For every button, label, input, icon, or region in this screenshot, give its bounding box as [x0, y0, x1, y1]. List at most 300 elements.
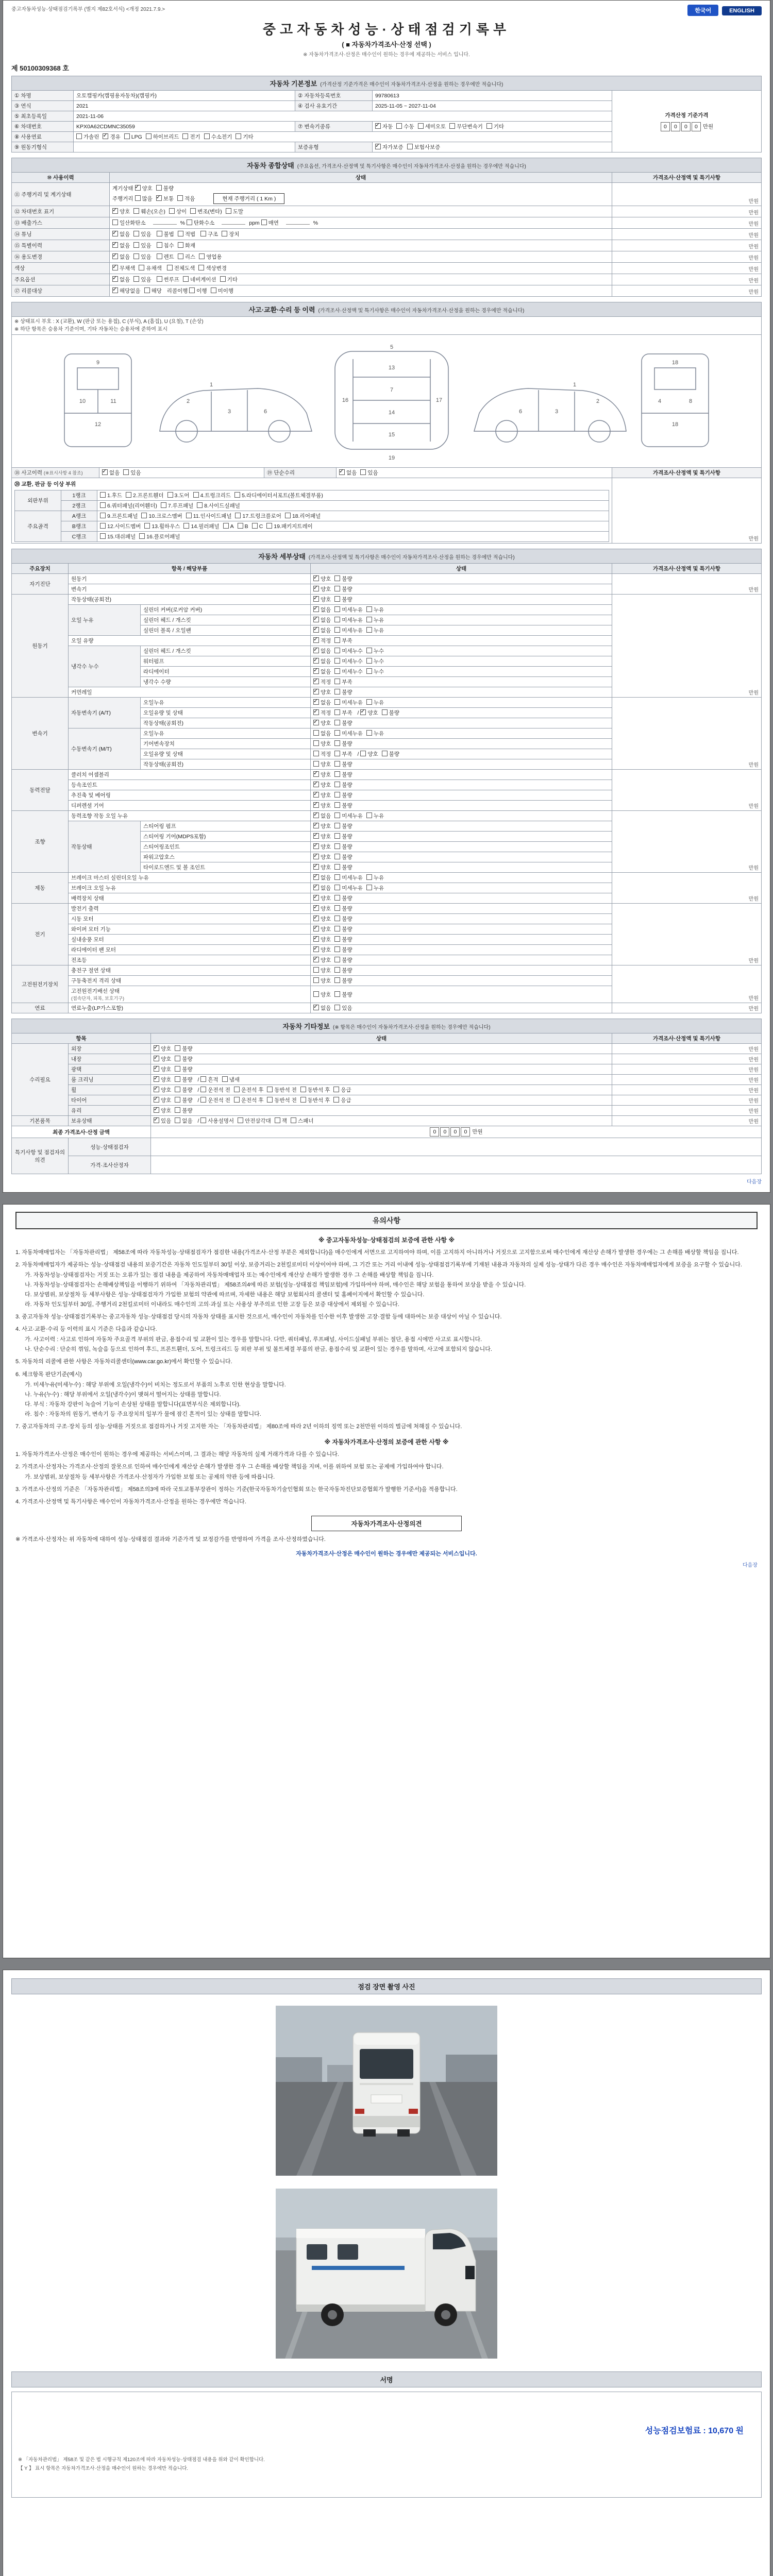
checkbox-icon — [186, 513, 192, 518]
checkbox-icon — [313, 658, 319, 664]
checkbox-icon — [334, 854, 340, 859]
option: ✓ 양호 — [313, 803, 331, 809]
item-state — [311, 636, 612, 646]
comp-row — [12, 183, 762, 206]
item-label: 실린더 커버(로커암 커버) — [141, 605, 311, 615]
checkbox-icon — [313, 991, 319, 997]
option: 운전석 전 — [200, 1097, 230, 1104]
option: 냄새 — [222, 1077, 240, 1083]
option: 영업용 — [199, 254, 222, 260]
option: 적정 — [313, 751, 331, 757]
device-label: 고전원전기장치 — [12, 965, 69, 1003]
first-reg-value: 2021-11-06 — [74, 111, 612, 122]
option: 불량 — [334, 597, 352, 603]
checkbox-icon — [334, 658, 340, 664]
checkbox-icon — [154, 1117, 159, 1123]
etc-item-price: 만원 — [612, 1106, 762, 1116]
checkbox-icon — [236, 133, 241, 139]
detail-body — [12, 574, 762, 1013]
option: ✓ 양호 — [360, 710, 378, 716]
notes-s: 나. 자동차성능·상태점검자는 손해배상책임을 이행하기 위하여 「자동차관리법」 제58조의4에 따른 보험(성능·상태점검 책임보험)에 가입하여야 하며, 매수인은 해당 보험을 통하여 보상을 받을 수 있습니다. — [25, 1282, 526, 1289]
rank-row — [15, 532, 609, 542]
detail-row — [12, 904, 762, 914]
comprehensive-table — [11, 158, 762, 297]
lang-english-button[interactable]: ENGLISH — [722, 6, 762, 15]
device-label: 전기 — [12, 904, 69, 965]
item-label: 등속조인트 — [69, 780, 311, 790]
checkbox-icon — [146, 133, 152, 139]
svg-text:1: 1 — [209, 382, 213, 388]
item-state — [311, 574, 612, 584]
option: ✓ 양호 — [313, 916, 331, 922]
checkbox-icon — [313, 823, 319, 828]
detail-row — [12, 698, 762, 708]
comprehensive-title-note: (주요옵션, 가격조사·산정액 및 특기사항은 매수인이 자동차가격조사·산정을 원하는 경우에만 적습니다) — [297, 164, 526, 170]
item-state — [311, 945, 612, 955]
checkbox-icon — [154, 1076, 159, 1082]
etc-item-price: 만원 — [612, 1116, 762, 1126]
option: 미세누유 — [334, 617, 363, 623]
comp-row-label: ⑯ 용도변경 — [12, 251, 110, 263]
item-label: 워터펌프 — [141, 656, 311, 667]
option: ✓ 양호 — [135, 185, 153, 192]
checkbox-icon — [334, 823, 340, 828]
final-price-row — [12, 1126, 762, 1138]
option: ✓ 없음 — [112, 243, 130, 249]
item-state — [311, 667, 612, 677]
notes-card — [3, 1204, 770, 1958]
option: 구조 — [200, 231, 218, 238]
option: ✓ 양호 — [313, 720, 331, 726]
col-etc-price: 가격조사·산정액 및 특기사항 — [612, 1033, 762, 1044]
checkbox-icon — [135, 185, 141, 191]
option: 불량 — [334, 576, 352, 582]
valid-label: ④ 검사 유효기간 — [295, 101, 373, 111]
option: 많음 — [135, 196, 153, 202]
notes-s: 가. 미세누유(미세누수) : 해당 부위에 오일(냉각수)이 비치는 정도로서 부품의 노후로 인한 현상을 말합니다. — [25, 1381, 286, 1388]
item-label: 연료누출(LP가스포함) — [69, 1003, 311, 1013]
next-page-link-2[interactable]: 다음장 — [743, 1563, 758, 1569]
item-label: 오일유량 및 상태 — [141, 708, 311, 718]
notes-s: 라. 침수 : 자동차의 원동기, 변속기 등 주요장치의 일부가 물에 잠긴 흔적이 있는 상태를 말합니다. — [25, 1411, 261, 1417]
option: ✓ 양호 — [154, 1108, 171, 1114]
svg-text:3: 3 — [554, 409, 559, 415]
option: 불법 — [157, 231, 174, 238]
item-state — [311, 904, 612, 914]
rank-parts — [97, 511, 609, 521]
blank-field — [286, 219, 310, 225]
checkbox-icon — [360, 709, 366, 715]
valid-value: 2025-11-05 ~ 2027-11-04 — [373, 101, 612, 111]
option: 잭 — [275, 1118, 287, 1124]
page-title: 중고자동차성능·상태점검기록부 — [262, 22, 511, 37]
comp-row-label: 색상 — [12, 263, 110, 274]
item-state: ✓ 적정 부족 / ✓ 양호 불량 — [311, 708, 612, 718]
price-base-label: 가격산정 기준가격 — [665, 112, 709, 118]
item-category: 오일 누유 — [69, 605, 141, 636]
etc-item-state: ✓ 있음 없음 / 사용설명서 안전삼각대 잭 스패너 — [151, 1116, 612, 1126]
checkbox-icon — [375, 144, 381, 149]
checkbox-icon — [175, 1107, 180, 1113]
option: 리스 — [178, 254, 195, 260]
svg-text:7: 7 — [390, 387, 394, 393]
accident-history-options — [99, 468, 264, 478]
checkbox-icon — [200, 1097, 206, 1103]
option: 11.인사이드패널 — [186, 513, 232, 519]
language-badges — [685, 5, 762, 16]
checkbox-icon — [366, 730, 372, 736]
rank-row — [15, 490, 609, 501]
checkbox-icon — [133, 276, 139, 282]
comp-row-price: 만원 — [612, 274, 761, 285]
checkbox-icon — [382, 709, 388, 715]
etc-row — [12, 1095, 762, 1106]
option: 적음 — [177, 196, 195, 202]
notes-s: 나. 단순수리 : 단순히 꺾임, 녹슬음 등으로 인하여 후드, 프론트휀더, 도어, 트렁크리드 등 외판 부위 및 볼트체결 부품의 판금, 용접수리 및 교환이 있는 경우를 말하며, 사고에 포함되지 않습니다. — [25, 1346, 492, 1353]
detail-row — [12, 770, 762, 780]
device-label: 원동기 — [12, 595, 69, 698]
etc-item-label: 룸 크리닝 — [69, 1075, 151, 1085]
accident-legend-cell — [12, 317, 762, 335]
comp-row-price: 만원 — [612, 206, 761, 217]
option: 썬루프 — [157, 277, 179, 283]
option: 불량 — [334, 834, 352, 840]
device-price: 만원 — [612, 904, 761, 965]
rank-label: B랭크 — [61, 521, 97, 532]
comp-row-state — [110, 263, 612, 274]
first-reg-label: ⑤ 최초등록일 — [12, 111, 74, 122]
checkbox-icon — [366, 668, 372, 674]
device-label: 제동 — [12, 873, 69, 904]
option: 12.사이드멤버 — [100, 523, 141, 530]
checkbox-icon — [313, 782, 319, 787]
option: 기타 — [486, 124, 504, 130]
notes-p: 6. 체크항목 판단기준(예시) — [15, 1371, 82, 1378]
checkbox-icon — [76, 133, 82, 139]
item-state — [311, 955, 612, 965]
checkbox-icon — [334, 792, 340, 798]
comp-row-label: ⑰ 리콜대상 — [12, 285, 110, 297]
comp-row — [12, 274, 762, 285]
option: 양호 — [360, 751, 378, 757]
accident-price-cell: 만원 — [612, 478, 761, 544]
checkbox-icon — [313, 802, 319, 808]
option: 미세누유 — [334, 731, 363, 737]
svg-text:5: 5 — [390, 344, 394, 350]
device-price: 만원 — [612, 595, 761, 698]
checkbox-icon — [300, 1097, 306, 1103]
svg-text:3: 3 — [227, 409, 231, 415]
item-label: 구동축전지 격리 상태 — [69, 976, 311, 986]
checkbox-icon — [157, 242, 162, 248]
etc-item-state — [151, 1106, 612, 1116]
transmission-label: ⑦ 변속기종류 — [295, 122, 373, 132]
item-label: 파워고압호스 — [141, 852, 311, 862]
option: 도말 — [226, 209, 243, 215]
checkbox-icon — [334, 709, 340, 715]
detail-row — [12, 574, 762, 584]
notes-p: 7. 중고자동차의 구조·장치 등의 성능·상태를 거짓으로 점검하거나 거짓 고지한 자는 「자동차관리법」 제80조에 따라 2년 이하의 징역 또는 2천만원 이하의 벌금에 처해질 수 있습니다. — [15, 1423, 462, 1430]
option: 누유 — [366, 731, 384, 737]
checkbox-icon — [334, 991, 340, 997]
signature-note-1: ※ 「자동차관리법」 제58조 및 같은 법 시행규칙 제120조에 따라 자동차성능·상태점검 내용을 위와 같이 확인합니다. — [18, 2457, 265, 2463]
checkbox-icon — [275, 1117, 280, 1123]
option: 부족 — [334, 638, 352, 644]
notes-p: 3. 가격조사·산정의 기준은 「자동차관리법」 제58조의3에 따라 국토교통부장관이 정하는 기준(한국자동차기술인협회 또는 한국자동차진단보증협회가 발행한 기준서)을 적용합니다. — [15, 1486, 458, 1493]
comp-row-state: ✓ 해당없음 해당 리콜이행 이행 미이행 — [110, 285, 612, 297]
option: 불량 — [334, 772, 352, 778]
comp-row-state — [110, 274, 612, 285]
item-label: 충전구 절연 상태 — [69, 965, 311, 976]
option: ✓ 양호 — [154, 1056, 171, 1062]
checkbox-icon — [334, 885, 340, 890]
etc-item-price: 만원 — [612, 1044, 762, 1054]
checkbox-icon — [154, 1066, 159, 1072]
option: 동반석 후 — [300, 1097, 330, 1104]
detail-table — [11, 549, 762, 1013]
checkbox-icon — [266, 523, 272, 529]
checkbox-icon — [234, 1087, 240, 1092]
checkbox-icon — [334, 926, 340, 931]
svg-text:18: 18 — [671, 360, 679, 366]
option: ✓ 양호 — [313, 895, 331, 902]
comp-row-price: 만원 — [612, 263, 761, 274]
opinion-who-1: 성능·상태점검자 — [69, 1138, 151, 1156]
checkbox-icon — [197, 502, 203, 508]
checkbox-icon — [313, 575, 319, 581]
checkbox-icon — [313, 606, 319, 612]
checkbox-icon — [366, 812, 372, 818]
comp-row-state — [110, 251, 612, 263]
option: 미세누유 — [334, 813, 363, 819]
checkbox-icon — [313, 771, 319, 777]
detail-row — [12, 595, 762, 605]
lang-korean-button[interactable]: 한국어 — [687, 5, 718, 16]
etc-item-label: 내장 — [69, 1054, 151, 1064]
signature-box — [11, 2392, 762, 2498]
notes-hl: 자동차가격조사·산정은 매수인이 원하는 경우에만 제공되는 서비스입니다. — [296, 1551, 477, 1557]
checkbox-icon — [334, 864, 340, 870]
checkbox-icon — [334, 575, 340, 581]
checkbox-icon — [313, 627, 319, 633]
checkbox-icon — [334, 895, 340, 901]
comp-row — [12, 206, 762, 217]
comp-row-price: 만원 — [612, 285, 761, 297]
option: 불량 — [334, 803, 352, 809]
checkbox-icon — [313, 967, 319, 973]
checkbox-icon — [222, 231, 227, 236]
option: 불량 — [334, 957, 352, 963]
checkbox-icon — [235, 513, 241, 518]
option: ✓ 없음 — [112, 277, 130, 283]
next-page-link[interactable]: 다음장 — [747, 1179, 762, 1185]
notes-p: 5. 자동차의 리콜에 관한 사항은 자동차리콜센터(www.car.go.kr)에서 확인할 수 있습니다. — [15, 1359, 232, 1365]
checkbox-icon — [339, 469, 345, 475]
option: 보험사보증 — [407, 144, 441, 150]
checkbox-icon — [133, 231, 139, 236]
checkbox-icon — [112, 208, 118, 214]
svg-text:12: 12 — [94, 421, 102, 428]
option: 세미오토 — [418, 124, 446, 130]
checkbox-icon — [154, 1056, 159, 1061]
option: 있음 — [133, 243, 151, 249]
col-device: 주요장치 — [12, 564, 69, 574]
option: 상이 — [169, 209, 187, 215]
svg-text:2: 2 — [186, 398, 190, 404]
etc-item-state: ✓ 양호 불량 / 운전석 전 운전석 후 동반석 전 동반석 후 응급 — [151, 1085, 612, 1095]
svg-text:16: 16 — [342, 397, 349, 403]
option: 10.크로스멤버 — [141, 513, 182, 519]
etc-row — [12, 1044, 762, 1054]
option: 흔적 — [200, 1077, 218, 1083]
item-state — [311, 965, 612, 976]
option: ✓ 양호 — [313, 854, 331, 860]
checkbox-icon — [313, 751, 319, 756]
option: 불량 — [334, 854, 352, 860]
option: ✓ 양호 — [313, 782, 331, 788]
item-label: 라디에이터 — [141, 667, 311, 677]
checkbox-icon — [313, 885, 319, 890]
checkbox-icon — [334, 596, 340, 602]
detail-title-text: 자동차 세부상태 — [258, 553, 306, 561]
item-state — [311, 698, 612, 708]
svg-text:4: 4 — [658, 398, 662, 404]
item-state — [311, 790, 612, 801]
checkbox-icon — [334, 627, 340, 633]
vehicle-damage-diagram — [57, 336, 716, 465]
comp-row — [12, 217, 762, 229]
option: ✓ 양호 — [313, 792, 331, 799]
etc-item-label: 유리 — [69, 1106, 151, 1116]
item-label: 타이로드엔드 및 볼 조인트 — [141, 862, 311, 873]
checkbox-icon — [313, 957, 319, 962]
checkbox-icon — [334, 936, 340, 942]
etc-item-label: 광택 — [69, 1064, 151, 1075]
option: ✓ 적정 — [313, 710, 331, 716]
item-state — [311, 677, 612, 687]
checkbox-icon — [313, 833, 319, 839]
option: 불량 — [175, 1066, 192, 1073]
checkbox-icon — [366, 648, 372, 653]
comprehensive-section-title — [12, 158, 762, 173]
checkbox-icon — [313, 679, 319, 684]
option: ✓ 양호 — [313, 576, 331, 582]
item-state — [311, 728, 612, 739]
checkbox-icon — [334, 679, 340, 684]
checkbox-icon — [222, 1076, 228, 1082]
price-base-value: 0 0 0 0 만원 — [615, 122, 759, 131]
option: 동반석 전 — [267, 1087, 297, 1093]
option: 불량 — [175, 1097, 192, 1104]
option: 불량 — [334, 720, 352, 726]
checkbox-icon — [285, 513, 291, 518]
option: 색상변경 — [198, 265, 227, 272]
checkbox-icon — [126, 492, 131, 498]
option: 4.트렁크리드 — [193, 493, 231, 499]
item-label: 오일 유량 — [69, 636, 311, 646]
item-label: 냉각수 수량 — [141, 677, 311, 687]
damage-diagram-cell — [12, 335, 762, 468]
notes-title: 유의사항 — [15, 1212, 758, 1229]
etc-item-state — [151, 1054, 612, 1064]
year-label: ③ 연식 — [12, 101, 74, 111]
engine-type-value — [74, 142, 295, 152]
option: 불량 — [334, 586, 352, 592]
checkbox-icon — [300, 1087, 306, 1092]
option: 미세누유 — [334, 700, 363, 706]
checkbox-icon — [360, 469, 366, 475]
item-label: 실린더 블록 / 오일팬 — [141, 625, 311, 636]
simple-repair-options — [337, 468, 612, 478]
item-state — [311, 924, 612, 935]
option: ✓ 양호 — [313, 834, 331, 840]
checkbox-icon — [133, 253, 139, 259]
checkbox-icon — [177, 195, 183, 201]
checkbox-icon — [334, 668, 340, 674]
item-label: 스티어링 펌프 — [141, 821, 311, 832]
checkbox-icon — [112, 219, 118, 225]
option: 불량 — [382, 710, 399, 716]
item-state — [311, 770, 612, 780]
comp-row-state — [110, 206, 612, 217]
signature-section-title: 서명 — [11, 2371, 762, 2387]
item-label: 전조등 — [69, 955, 311, 965]
checkbox-icon — [100, 523, 106, 529]
option: 미세누수 — [334, 658, 363, 665]
checkbox-icon — [334, 689, 340, 694]
checkbox-icon — [382, 751, 388, 756]
base-note-legend: ※ 하단 항목은 승용차 기준이며, 기타 자동차는 승용차에 준하여 표시 — [14, 327, 167, 332]
option: 동반석 전 — [267, 1097, 297, 1104]
notes-s: 나. 누유(누수) : 해당 부위에서 오일(냉각수)이 맺혀서 떨어지는 상태를 말합니다. — [25, 1391, 221, 1398]
option: ✓ 해당없음 — [112, 288, 141, 294]
page-subtitle-note: ※ 자동차가격조사·산정은 매수인이 원하는 경우에 제공하는 서비스 입니다. — [303, 52, 470, 58]
checkbox-icon — [313, 792, 319, 798]
checkbox-icon — [112, 253, 118, 259]
digit-box: 0 — [692, 122, 701, 131]
svg-text:19: 19 — [388, 455, 395, 461]
checkbox-icon — [366, 699, 372, 705]
etc-item-label: 보유상태 — [69, 1116, 151, 1126]
checkbox-icon — [313, 977, 319, 983]
notes-box: 자동차가격조사·산정의견 — [311, 1516, 462, 1531]
notes-p: 2. 가격조사·산정자는 가격조사·산정의 잘못으로 인하여 매수인에게 재산상 손해가 발생한 경우 그 손해를 배상할 책임을 지며, 이를 위하여 보험 또는 공제에 가입하여야 합니다. — [15, 1463, 444, 1470]
etc-row — [12, 1085, 762, 1095]
option: 전체도색 — [167, 265, 195, 272]
item-category: 자동변속기 (A/T) — [69, 698, 141, 728]
notes-p: 2. 자동차매매업자가 제공하는 성능·상태점검 내용의 보증기간은 자동차 인도일부터 30일 이상, 보증거리는 2천킬로미터 이상이어야 하며, 그 기간 또는 거리 이내에 성능·상태점검기록부에 기재된 내용과 자동차의 실제 성능·상태가 다른 경우 매수인은 자동차매매업자에게 보증을 요구할 수 있습니다. — [15, 1262, 742, 1268]
checkbox-icon — [139, 265, 144, 270]
option: 6.쿼터패널(리어휀더) — [100, 503, 157, 509]
checkbox-icon — [189, 287, 195, 293]
device-price: 만원 — [612, 965, 761, 1003]
fuel-options — [74, 132, 612, 142]
basic-title-note: (가격산정 기준가격은 매수인이 자동차가격조사·산정을 원하는 경우에만 적습니다) — [320, 82, 503, 88]
option: 장치 — [222, 231, 239, 238]
checkbox-icon — [366, 617, 372, 622]
checkbox-icon — [124, 133, 130, 139]
item-label: 커먼레일 — [69, 687, 311, 698]
top-header — [11, 5, 762, 16]
col-etc-item: 항목 — [12, 1033, 151, 1044]
checkbox-icon — [154, 1107, 159, 1113]
checkbox-icon — [238, 1117, 243, 1123]
option: 불량 — [334, 937, 352, 943]
svg-text:2: 2 — [596, 398, 600, 404]
option: ✓ 경유 — [103, 134, 120, 140]
notes-s: 다. 보상범위, 보상절차 등 세부사항은 성능·상태점검자가 가입한 보험의 약관에 따르며, 자세한 내용은 해당 보험회사의 콜센터 및 홈페이지에서 확인할 수 있습니다. — [25, 1292, 425, 1298]
option: 침수 — [157, 243, 174, 249]
